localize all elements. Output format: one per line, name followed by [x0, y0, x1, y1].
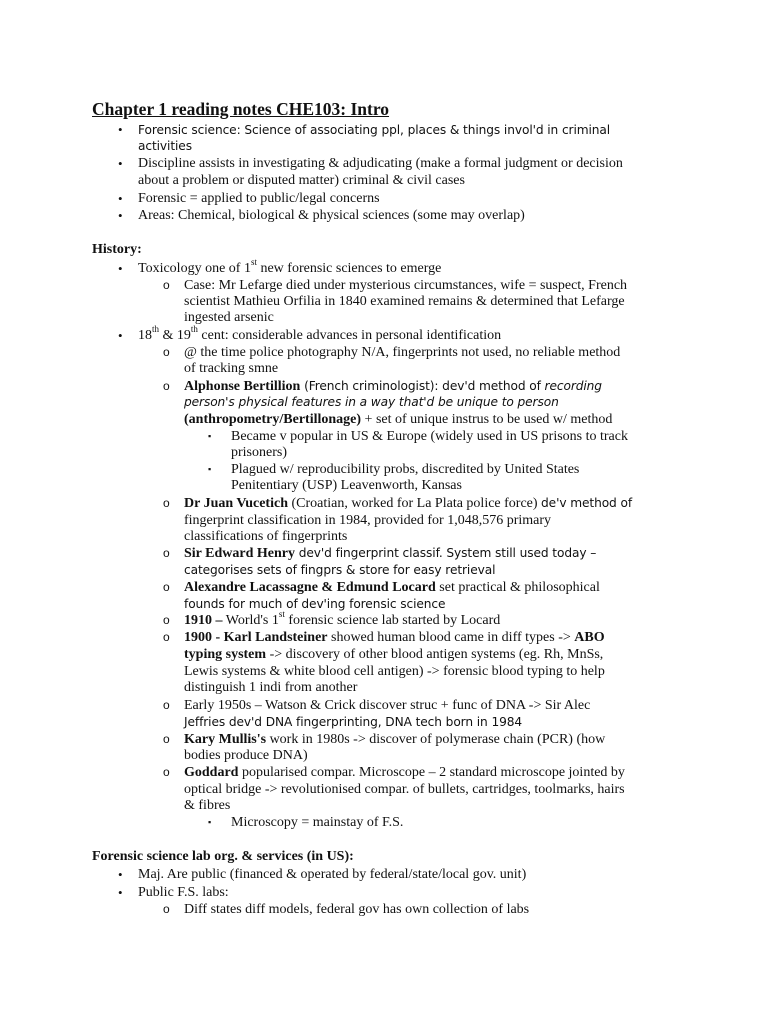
dna-line: Jeffries dev'd DNA fingerprinting, DNA tech born in 1984 [184, 715, 523, 729]
text: & 19 [159, 328, 191, 343]
superscript: th [190, 324, 198, 335]
circle-marker: o [163, 278, 170, 292]
goddard-line: & fibres [184, 798, 231, 813]
case-line: ingested arsenic [184, 310, 274, 325]
intro-line: about a problem or disputed matter) criminal & civil cases [138, 173, 465, 188]
name: Alphonse Bertillion [184, 379, 301, 394]
term: (anthropometry/Bertillonage) [184, 412, 362, 427]
intro-line: Discipline assists in investigating & adjudicating (make a formal judgment or decision [138, 156, 623, 171]
year-1910-line [184, 609, 501, 629]
vucetich-line: fingerprint classification in 1984, provided for 1,048,576 primary [184, 513, 552, 528]
labs-heading: Forensic science lab org. & services (in US): [92, 849, 354, 864]
sub-line: Plagued w/ reproducibility probs, discredited by United States [231, 462, 580, 477]
circle-marker: o [163, 698, 170, 712]
bullet-marker: • [118, 867, 123, 882]
circle-marker: o [163, 630, 170, 644]
name: Sir Edward Henry [184, 546, 295, 561]
henry-line: categorises sets of fingprs & store for easy retrieval [184, 563, 496, 577]
bertillion-line: person's physical features in a way that'd be unique to person [184, 395, 559, 409]
labs-line: Diff states diff models, federal gov has own collection of labs [184, 902, 530, 917]
history-heading: History: [92, 242, 142, 257]
text: set practical & philosophical [435, 580, 600, 595]
case-line: Case: Mr Lefarge died under mysterious circumstances, wife = suspect, French [184, 278, 628, 293]
circle-marker: o [163, 732, 170, 746]
circle-marker: o [163, 379, 170, 393]
text: forensic science lab started by Locard [284, 613, 501, 628]
bullet-marker: • [118, 328, 123, 343]
term: typing system [184, 647, 267, 662]
text: dev'd fingerprint classif. System still used today – [294, 546, 597, 560]
landsteiner-line [184, 646, 603, 663]
vucetich-line: classifications of fingerprints [184, 529, 348, 544]
goddard-line [184, 764, 625, 781]
police-line: @ the time police photography N/A, fingerprints not used, no reliable method [184, 345, 621, 360]
square-marker: ▪ [208, 464, 212, 474]
landsteiner-line: Lewis systems & white blood cell antigen) -> forensic blood typing to help [184, 664, 605, 679]
name: Kary Mullis's [184, 732, 267, 747]
bullet-marker: • [118, 156, 123, 171]
sub-line: Penitentiary (USP) Leavenworth, Kansas [231, 478, 462, 493]
labs-line: Maj. Are public (financed & operated by federal/state/local gov. unit) [138, 867, 527, 882]
name: Alexandre Lacassagne & Edmund Locard [184, 580, 436, 595]
circle-marker: o [163, 902, 170, 916]
circle-marker: o [163, 613, 170, 627]
labs-line: Public F.S. labs: [138, 885, 229, 900]
landsteiner-line: distinguish 1 indi from another [184, 680, 358, 695]
intro-line: Forensic = applied to public/legal concerns [138, 191, 380, 206]
case-line: scientist Mathieu Orfilia in 1840 examined remains & determined that Lefarge [184, 294, 625, 309]
intro-line: Forensic science: Science of associating ppl, places & things invol'd in criminal [138, 123, 611, 137]
circle-marker: o [163, 765, 170, 779]
circle-marker: o [163, 580, 170, 594]
lacassagne-line: founds for much of dev'ing forensic science [184, 597, 446, 611]
name: Goddard [184, 765, 239, 780]
term: ABO [574, 630, 605, 645]
text: showed human blood came in diff types -> [327, 630, 575, 645]
century-line [138, 324, 502, 344]
mullis-line [184, 731, 605, 748]
toxicology-line [138, 257, 442, 277]
text: de'v method of [541, 496, 633, 510]
sub-line: Became v popular in US & Europe (widely used in US prisons to track [231, 429, 628, 444]
sub-line: prisoners) [231, 445, 287, 460]
intro-line: Areas: Chemical, biological & physical sciences (some may overlap) [138, 208, 525, 223]
name: Dr Juan Vucetich [184, 496, 288, 511]
text: + set of unique instrus to be used w/ method [361, 412, 613, 427]
vucetich-line [184, 495, 632, 512]
bullet-marker: • [118, 122, 123, 137]
bertillion-line [184, 411, 612, 428]
bertillion-line [184, 378, 602, 395]
superscript: st [250, 257, 257, 268]
bullet-marker: • [118, 208, 123, 223]
text: recording [544, 379, 602, 393]
text: -> discovery of other blood antigen systems (eg. Rh, MnSs, [266, 647, 604, 662]
landsteiner-line [184, 629, 605, 646]
square-marker: ▪ [208, 817, 212, 827]
text: 18 [138, 328, 152, 343]
bullet-marker: • [118, 191, 123, 206]
circle-marker: o [163, 546, 170, 560]
goddard-line: optical bridge -> revolutionised compar. of bullets, cartridges, toolmarks, hairs [184, 782, 625, 797]
lacassagne-line [184, 579, 600, 596]
page-title: Chapter 1 reading notes CHE103: Intro [92, 99, 390, 119]
year: 1910 – [184, 613, 223, 628]
superscript: th [152, 324, 160, 335]
text: (Croatian, worked for La Plata police force) [287, 496, 542, 511]
sub-line: Microscopy = mainstay of F.S. [231, 815, 404, 830]
text: World's 1 [222, 613, 279, 628]
text: new forensic sciences to emerge [256, 261, 442, 276]
henry-line [184, 545, 596, 562]
name: 1900 - Karl Landsteiner [184, 630, 328, 645]
text: popularised compar. Microscope – 2 standard microscope jointed by [238, 765, 625, 780]
mullis-line: bodies produce DNA) [184, 748, 308, 763]
text: (French criminologist): dev'd method of [300, 379, 545, 393]
bullet-marker: • [118, 261, 123, 276]
circle-marker: o [163, 345, 170, 359]
intro-line: activities [138, 139, 192, 153]
text: cent: considerable advances in personal identification [197, 328, 502, 343]
circle-marker: o [163, 496, 170, 510]
police-line: of tracking smne [184, 361, 279, 376]
square-marker: ▪ [208, 431, 212, 441]
superscript: st [278, 609, 285, 620]
bullet-marker: • [118, 885, 123, 900]
text: Toxicology one of 1 [138, 261, 251, 276]
dna-line: Early 1950s – Watson & Crick discover struc + func of DNA -> Sir Alec [184, 698, 591, 713]
text: work in 1980s -> discover of polymerase chain (PCR) (how [266, 732, 606, 747]
